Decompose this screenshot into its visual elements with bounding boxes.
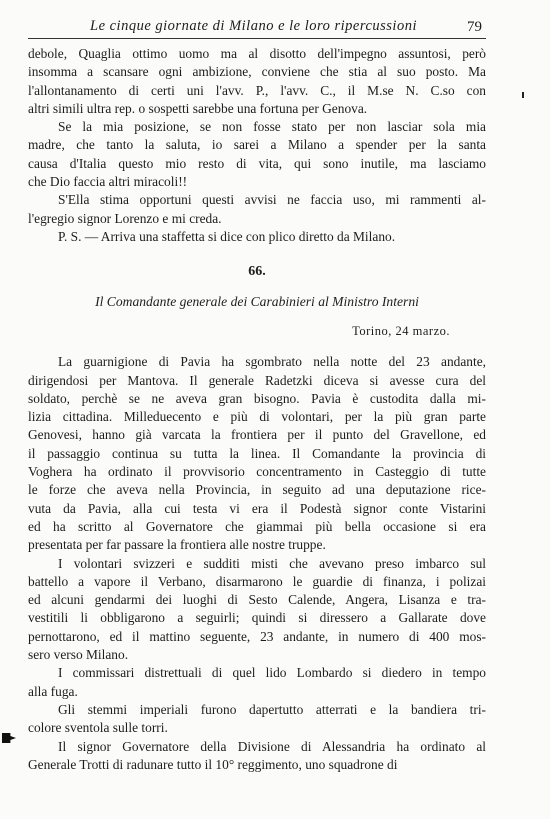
text-line: Generale Trotti di radunare tutto il 10° reggimento, uno squadrone di [28, 756, 398, 772]
text-line: causa d'Italia questo mio resto di vita, qui sono inutile, ma lasciamo [28, 155, 486, 171]
text-line: madre, che tanto la saluta, io sarei a Milano a spender per la santa [28, 137, 486, 153]
text-line: Genovesi, hanno già varcata la frontiera per il punto del Gravellone, ed [28, 427, 486, 443]
text-line: I commissari distrettuali di quel lido Lombardo si diedero in tempo [58, 665, 486, 681]
text-line: dirigendosi per Mantova. Il generale Radetzki diceva si avesse cura del [28, 372, 486, 388]
text-line: vestitili li obbligarono a seguirli; quindi si diressero a Gallarate dove [28, 610, 486, 626]
text-line: l'allontanamento di certi uni l'avv. P., l'avv. C., il M.se N. C.so con [28, 82, 486, 98]
paragraph [28, 191, 486, 228]
document-heading: Il Comandante generale dei Carabinieri al Ministro Interni [95, 294, 419, 310]
text-line: insomma a scansare ogni ambizione, conviene che stia al suo posto. Ma [28, 64, 486, 80]
text-line: battello a vapore il Verbano, disarmarono le guardie di finanza, i polizai [28, 573, 486, 589]
text-line: I volontari svizzeri e sudditi misti che avevano preso imbarco sul [58, 555, 486, 571]
running-header [28, 14, 486, 39]
text-line: Il signor Governatore della Divisione di Alessandria ha ordinato al [58, 738, 486, 754]
paragraph [28, 701, 486, 738]
text-line: pernottarono, ed il mattino seguente, 23 andante, in numero di 400 mos- [28, 628, 486, 644]
text-line: il passaggio continua su tutta la linea. Il Comandante la provincia di [28, 445, 486, 461]
paragraph [28, 738, 486, 775]
document-body [28, 353, 486, 774]
letter-continuation [28, 45, 486, 246]
book-page [28, 14, 486, 774]
text-line: S'Ella stima opportuni questi avvisi ne faccia uso, mi rammenti al- [58, 192, 486, 208]
text-line: La guarnigione di Pavia ha sgombrato nella notte del 23 andante, [58, 354, 486, 370]
paragraph [28, 228, 486, 246]
text-line: ed alcuni gendarmi dei luoghi di Sesto Calende, Angera, Lisanza e tra- [28, 592, 486, 608]
text-line: debole, Quaglia ottimo uomo ma al disotto dell'impegno assuntosi, però [28, 46, 486, 61]
document-number: 66. [248, 264, 266, 280]
text-line: Voghera ha ordinato il provvisorio concentramento in Casteggio di tutte [28, 464, 486, 480]
text-line: presentata per far passare la frontiera alle nostre truppe. [28, 537, 326, 553]
text-line: altri simili ultra rep. o sospetti sarebbe una fortuna per Genova. [28, 100, 368, 116]
text-line: Se la mia posizione, se non fosse stato per non lasciar sola mia [58, 119, 486, 135]
text-line: colore sventola sulle torri. [28, 720, 168, 736]
text-line: vuta da Pavia, alla cui testa vi era il Podestà signor conte Vistarini [28, 500, 486, 516]
text-line: alla fuga. [28, 683, 78, 699]
text-line: l'egregio signor Lorenzo e mi creda. [28, 210, 222, 226]
paragraph [28, 555, 486, 665]
pointing-hand-icon [2, 733, 16, 743]
text-line: le forze che aveva nella Provincia, in seguito ad una deputazione rice- [28, 482, 486, 498]
paragraph [28, 353, 486, 554]
text-line: sero verso Milano. [28, 647, 129, 663]
running-title: Le cinque giornate di Milano e le loro ripercussioni [90, 18, 417, 34]
text-line: Gli stemmi imperiali furono dapertutto atterrati e la bandiera tri- [58, 701, 486, 717]
margin-tick [522, 92, 524, 98]
text-line: soldato, perchè se ne aveva gran bisogno. Pavia è custodita dalla mi- [28, 390, 486, 406]
text-line: ed ha scritto al Governatore che giammai più bella occasione si era [28, 518, 486, 534]
paragraph [28, 45, 486, 118]
page-number: 79 [467, 19, 482, 35]
text-line: che Dio faccia altri miracoli!! [28, 174, 188, 190]
paragraph [28, 664, 486, 701]
text-line: P. S. — Arriva una staffetta si dice con plico diretto da Milano. [58, 228, 396, 244]
paragraph [28, 118, 486, 191]
dateline: Torino, 24 marzo. [352, 324, 450, 339]
text-line: lizia cittadina. Milleduecento e più di volontari, per la più gran parte [28, 409, 486, 425]
